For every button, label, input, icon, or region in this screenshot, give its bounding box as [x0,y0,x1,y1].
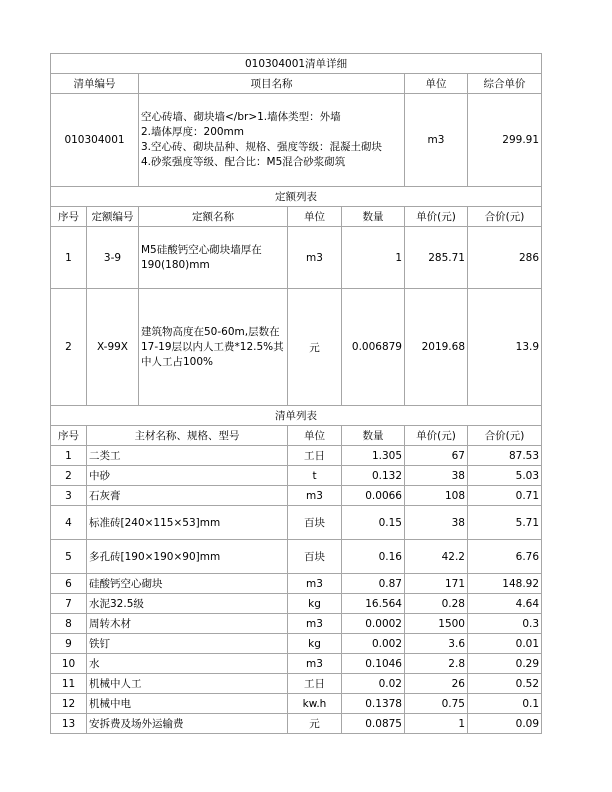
header-name: 项目名称 [139,74,405,94]
material-price: 42.2 [405,540,468,574]
material-qty: 0.0002 [342,614,405,634]
material-price: 1500 [405,614,468,634]
material-total: 6.76 [468,540,542,574]
material-price: 0.28 [405,594,468,614]
list-header-price: 单价(元) [405,426,468,446]
quota-header-name: 定额名称 [139,207,288,227]
quota-name: M5硅酸钙空心砌块墙厚在190(180)mm [139,227,288,289]
item-code: 010304001 [51,94,139,187]
material-total: 0.3 [468,614,542,634]
material-unit: m3 [288,574,342,594]
material-row [51,446,542,466]
material-unit: 工日 [288,674,342,694]
material-qty: 0.132 [342,466,405,486]
material-seq: 7 [51,594,87,614]
material-unit: kg [288,594,342,614]
material-unit: 工日 [288,446,342,466]
list-header-seq: 序号 [51,426,87,446]
item-unit: m3 [405,94,468,187]
material-seq: 12 [51,694,87,714]
material-row [51,674,542,694]
item-description [139,94,405,187]
quota-header-unit: 单位 [288,207,342,227]
material-qty: 0.1046 [342,654,405,674]
material-name: 机械中电 [87,694,288,714]
material-qty: 1.305 [342,446,405,466]
material-name: 多孔砖[190×190×90]mm [87,540,288,574]
material-total: 87.53 [468,446,542,466]
quota-header-seq: 序号 [51,207,87,227]
material-qty: 0.1378 [342,694,405,714]
material-seq: 3 [51,486,87,506]
material-row [51,654,542,674]
material-name: 硅酸钙空心砌块 [87,574,288,594]
material-name: 水 [87,654,288,674]
material-qty: 16.564 [342,594,405,614]
material-total: 4.64 [468,594,542,614]
material-total: 0.71 [468,486,542,506]
quota-qty: 1 [342,227,405,289]
material-price: 38 [405,466,468,486]
quota-unit: m3 [288,227,342,289]
material-name: 石灰膏 [87,486,288,506]
quota-total: 13.9 [468,289,542,406]
material-unit: kg [288,634,342,654]
material-row [51,540,542,574]
material-qty: 0.02 [342,674,405,694]
material-row [51,594,542,614]
bill-detail-table [50,53,542,734]
material-seq: 8 [51,614,87,634]
item-desc-line: 空心砖墙、砌块墙</br>1.墙体类型：外墙 [141,111,341,123]
quota-header-code: 定额编号 [87,207,139,227]
material-row [51,714,542,734]
material-name: 二类工 [87,446,288,466]
material-name: 铁钉 [87,634,288,654]
material-unit: m3 [288,486,342,506]
material-price: 3.6 [405,634,468,654]
material-name: 安拆费及场外运输费 [87,714,288,734]
item-price: 299.91 [468,94,542,187]
material-total: 148.92 [468,574,542,594]
material-price: 0.75 [405,694,468,714]
material-price: 1 [405,714,468,734]
material-total: 0.52 [468,674,542,694]
quota-section-title: 定额列表 [51,187,542,207]
list-header-total: 合价(元) [468,426,542,446]
quota-row [51,289,542,406]
material-total: 0.09 [468,714,542,734]
material-seq: 1 [51,446,87,466]
material-price: 108 [405,486,468,506]
material-unit: kw.h [288,694,342,714]
material-row [51,634,542,654]
material-unit: m3 [288,614,342,634]
material-name: 中砂 [87,466,288,486]
material-seq: 10 [51,654,87,674]
quota-price: 2019.68 [405,289,468,406]
material-unit: m3 [288,654,342,674]
material-seq: 6 [51,574,87,594]
material-seq: 11 [51,674,87,694]
material-qty: 0.0066 [342,486,405,506]
material-name: 标准砖[240×115×53]mm [87,506,288,540]
quota-header-total: 合价(元) [468,207,542,227]
quota-header-price: 单价(元) [405,207,468,227]
header-price: 综合单价 [468,74,542,94]
header-code: 清单编号 [51,74,139,94]
material-qty: 0.87 [342,574,405,594]
material-seq: 2 [51,466,87,486]
quota-code: 3-9 [87,227,139,289]
material-qty: 0.16 [342,540,405,574]
material-row [51,614,542,634]
material-qty: 0.0875 [342,714,405,734]
list-header-qty: 数量 [342,426,405,446]
material-qty: 0.15 [342,506,405,540]
list-header-name: 主材名称、规格、型号 [87,426,288,446]
material-row [51,694,542,714]
material-seq: 13 [51,714,87,734]
material-price: 38 [405,506,468,540]
list-section-title: 清单列表 [51,406,542,426]
material-row [51,506,542,540]
material-row [51,574,542,594]
quota-code: X-99X [87,289,139,406]
item-desc-line: 2.墙体厚度：200mm [141,126,245,138]
quota-unit: 元 [288,289,342,406]
material-row [51,486,542,506]
material-total: 0.1 [468,694,542,714]
quota-header-qty: 数量 [342,207,405,227]
material-total: 5.03 [468,466,542,486]
material-seq: 4 [51,506,87,540]
list-header-unit: 单位 [288,426,342,446]
material-total: 0.01 [468,634,542,654]
material-seq: 5 [51,540,87,574]
item-desc-line: 4.砂浆强度等级、配合比：M5混合砂浆砌筑 [141,156,346,168]
quota-seq: 2 [51,289,87,406]
material-price: 171 [405,574,468,594]
item-desc-line: 3.空心砖、砌块品种、规格、强度等级：混凝土砌块 [141,141,383,153]
table-title: 010304001清单详细 [51,54,542,74]
material-price: 2.8 [405,654,468,674]
material-unit: t [288,466,342,486]
material-qty: 0.002 [342,634,405,654]
material-price: 67 [405,446,468,466]
material-unit: 百块 [288,506,342,540]
material-total: 5.71 [468,506,542,540]
quota-qty: 0.006879 [342,289,405,406]
quota-row [51,227,542,289]
material-name: 机械中人工 [87,674,288,694]
material-unit: 百块 [288,540,342,574]
material-row [51,466,542,486]
material-seq: 9 [51,634,87,654]
header-unit: 单位 [405,74,468,94]
quota-seq: 1 [51,227,87,289]
material-name: 水泥32.5级 [87,594,288,614]
material-total: 0.29 [468,654,542,674]
material-unit: 元 [288,714,342,734]
quota-name: 建筑物高度在50-60m,层数在17-19层以内人工费*12.5%其中人工占100% [139,289,288,406]
material-price: 26 [405,674,468,694]
material-name: 周转木材 [87,614,288,634]
quota-total: 286 [468,227,542,289]
quota-price: 285.71 [405,227,468,289]
